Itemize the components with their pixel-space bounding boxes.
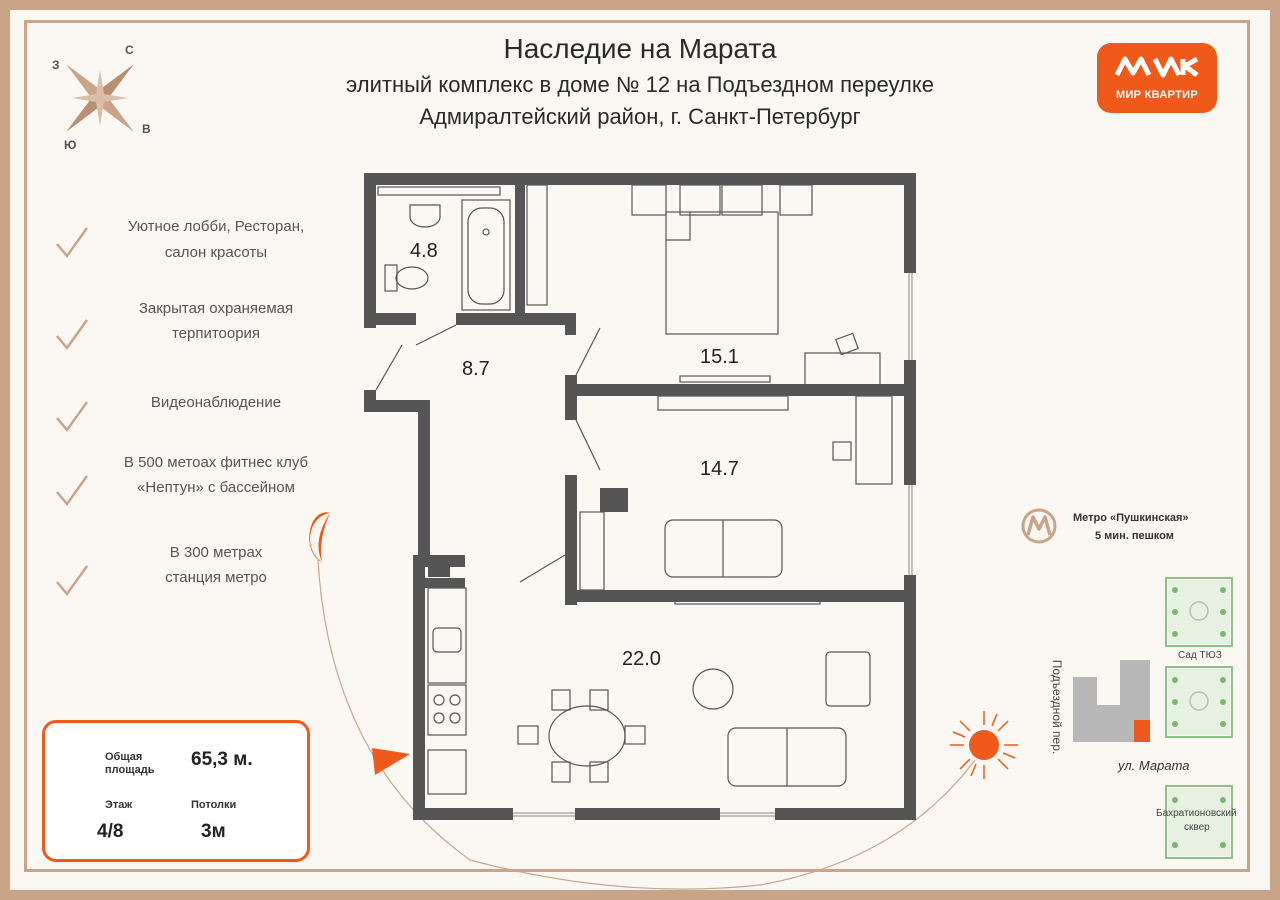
page-location: Адмиралтейский район, г. Санкт-Петербург — [419, 104, 861, 129]
map-label-square: Бахратионовский — [1156, 808, 1237, 819]
room-area-label: 22.0 — [622, 648, 661, 670]
ceiling-label: Потолки — [191, 799, 237, 811]
feature-text: В 300 метрах — [169, 544, 263, 561]
floor-label: Этаж — [105, 799, 133, 811]
feature-text: Уютное лобби, Ресторан, — [127, 218, 305, 235]
compass-east: В — [142, 122, 151, 136]
feature-text: В 500 метоах фитнес клуб — [123, 454, 309, 471]
area-value: 65,3 м. — [191, 749, 253, 770]
feature-text: Видеонаблюдение — [150, 394, 282, 411]
page-title: Наследие на Марата — [503, 33, 777, 64]
map-label-lane: Подъездной пер. — [1050, 659, 1065, 755]
compass-south: Ю — [64, 138, 77, 152]
room-area-label: 8.7 — [462, 358, 490, 380]
map-label-garden: Сад ТЮЗ — [1178, 650, 1222, 661]
metro-name: Метро «Пушкинская» — [1073, 512, 1189, 524]
feature-text: салон красоты — [164, 244, 268, 261]
page-subtitle: элитный комплекс в доме № 12 на Подъездном переулке — [346, 72, 934, 97]
feature-text: терпитоория — [171, 325, 261, 342]
room-area-label: 15.1 — [700, 346, 739, 368]
feature-text: «Нептун» с бассейном — [137, 479, 295, 496]
compass-north: С — [125, 43, 134, 57]
area-label-line: Общая — [105, 751, 143, 763]
ceiling-value: 3м — [201, 821, 226, 842]
feature-text: Закрытая охраняемая — [138, 300, 294, 317]
room-area-label: 14.7 — [700, 458, 739, 480]
map-label-street: ул. Марата — [1118, 758, 1190, 773]
area-label-line: площадь — [105, 764, 155, 776]
feature-text: станция метро — [165, 569, 267, 586]
room-area-label: 4.8 — [410, 240, 438, 262]
floor-value: 4/8 — [97, 821, 124, 842]
compass-west: З — [52, 58, 60, 72]
map-label-square: сквер — [1184, 822, 1210, 833]
logo-text: МИР КВАРТИР — [1116, 89, 1198, 101]
metro-walk-time: 5 мин. пешком — [1095, 530, 1174, 542]
